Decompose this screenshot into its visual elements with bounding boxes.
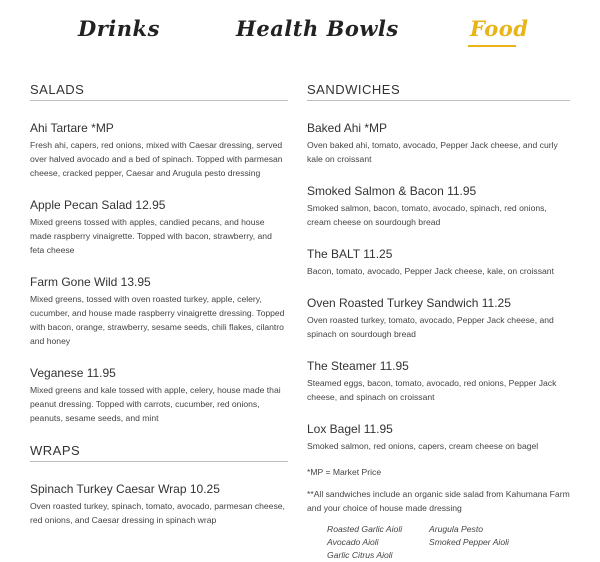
dressing-option: Roasted Garlic Aioli (327, 524, 403, 534)
menu-item-description: Mixed greens tossed with apples, candied pecans, and house made raspberry vinaigrette. Topped with bacon, strawberry, and feta cheese (30, 217, 272, 255)
dressing-column (327, 523, 429, 562)
menu-item-name: Oven Roasted Turkey Sandwich 11.25 (307, 296, 511, 310)
dressing-option: Avocado Aioli (327, 537, 379, 547)
dressing-column (429, 523, 531, 562)
menu-item (307, 296, 570, 341)
right-column (307, 82, 570, 562)
menu-item-description: Oven roasted turkey, spinach, tomato, avocado, parmesan cheese, red onions, and Caesar dressing in spinach wrap (30, 501, 285, 525)
menu-item (307, 184, 570, 229)
section-title-sandwiches: SANDWICHES (307, 82, 570, 101)
dressing-list (327, 523, 570, 562)
menu-item (30, 198, 288, 257)
menu-item-name: Baked Ahi *MP (307, 121, 388, 135)
menu-item-name: Ahi Tartare *MP (30, 121, 114, 135)
menu-item-description: Oven roasted turkey, tomato, avocado, Pepper Jack cheese, and spinach on sourdough bread (307, 315, 554, 339)
menu-item-description: Smoked salmon, bacon, tomato, avocado, spinach, red onions, cream cheese on sourdough bread (307, 203, 547, 227)
menu-item-name: Apple Pecan Salad 12.95 (30, 198, 166, 212)
menu-item (307, 422, 570, 453)
dressing-option: Arugula Pesto (429, 524, 483, 534)
menu-item-description: Steamed eggs, bacon, tomato, avocado, red onions, Pepper Jack cheese, and spinach on croissant (307, 378, 557, 402)
menu-item-description: Oven baked ahi, tomato, avocado, Pepper Jack cheese, and curly kale on croissant (307, 140, 558, 164)
active-tab-underline (468, 45, 516, 47)
dressing-option: Smoked Pepper Aioli (429, 537, 509, 547)
tab-food[interactable]: Food (470, 16, 529, 41)
menu-item-description: Fresh ahi, capers, red onions, mixed with Caesar dressing, served over halved avocado and a bed of spinach. Topped with parmesan cheese, cracked pepper, Caesar and Arugula pesto dressing (30, 140, 283, 178)
left-column (30, 82, 288, 545)
category-tabs (0, 12, 600, 52)
menu-item (30, 482, 288, 527)
section-title-wraps: WRAPS (30, 443, 288, 462)
menu-item-description: Mixed greens and kale tossed with apple, celery, house made thai peanut dressing. Topped with carrots, cucumber, red onions, peanuts, sesame seeds, and mint (30, 385, 281, 423)
menu-item-description: Bacon, tomato, avocado, Pepper Jack cheese, kale, on croissant (307, 266, 554, 276)
dressing-option: Garlic Citrus Aioli (327, 550, 393, 560)
menu-item (307, 247, 570, 278)
menu-item-description: Mixed greens, tossed with oven roasted turkey, apple, celery, cucumber, and house made raspberry vinaigrette dressing. Topped with bacon, orange, strawberry, sesame seeds, chili flakes, cilantro and honey (30, 294, 285, 346)
tab-drinks[interactable]: Drinks (78, 16, 160, 41)
menu-item (30, 275, 288, 348)
menu-item-name: Farm Gone Wild 13.95 (30, 275, 151, 289)
menu-item-name: Veganese 11.95 (30, 366, 116, 380)
menu-item (30, 121, 288, 180)
menu-item-name: Spinach Turkey Caesar Wrap 10.25 (30, 482, 220, 496)
menu-item-name: Smoked Salmon & Bacon 11.95 (307, 184, 477, 198)
side-salad-note: **All sandwiches include an organic side salad from Kahumana Farm and your choice of house made dressing (307, 489, 570, 513)
tab-health-bowls[interactable]: Health Bowls (236, 16, 399, 41)
menu-item (307, 121, 570, 166)
menu-item-name: The BALT 11.25 (307, 247, 393, 261)
section-title-salads: SALADS (30, 82, 288, 101)
menu-item (30, 366, 288, 425)
menu-item-name: The Steamer 11.95 (307, 359, 409, 373)
menu-item (307, 359, 570, 404)
menu-item-name: Lox Bagel 11.95 (307, 422, 393, 436)
menu-item-description: Smoked salmon, red onions, capers, cream cheese on bagel (307, 441, 539, 451)
market-price-note: *MP = Market Price (307, 467, 382, 477)
